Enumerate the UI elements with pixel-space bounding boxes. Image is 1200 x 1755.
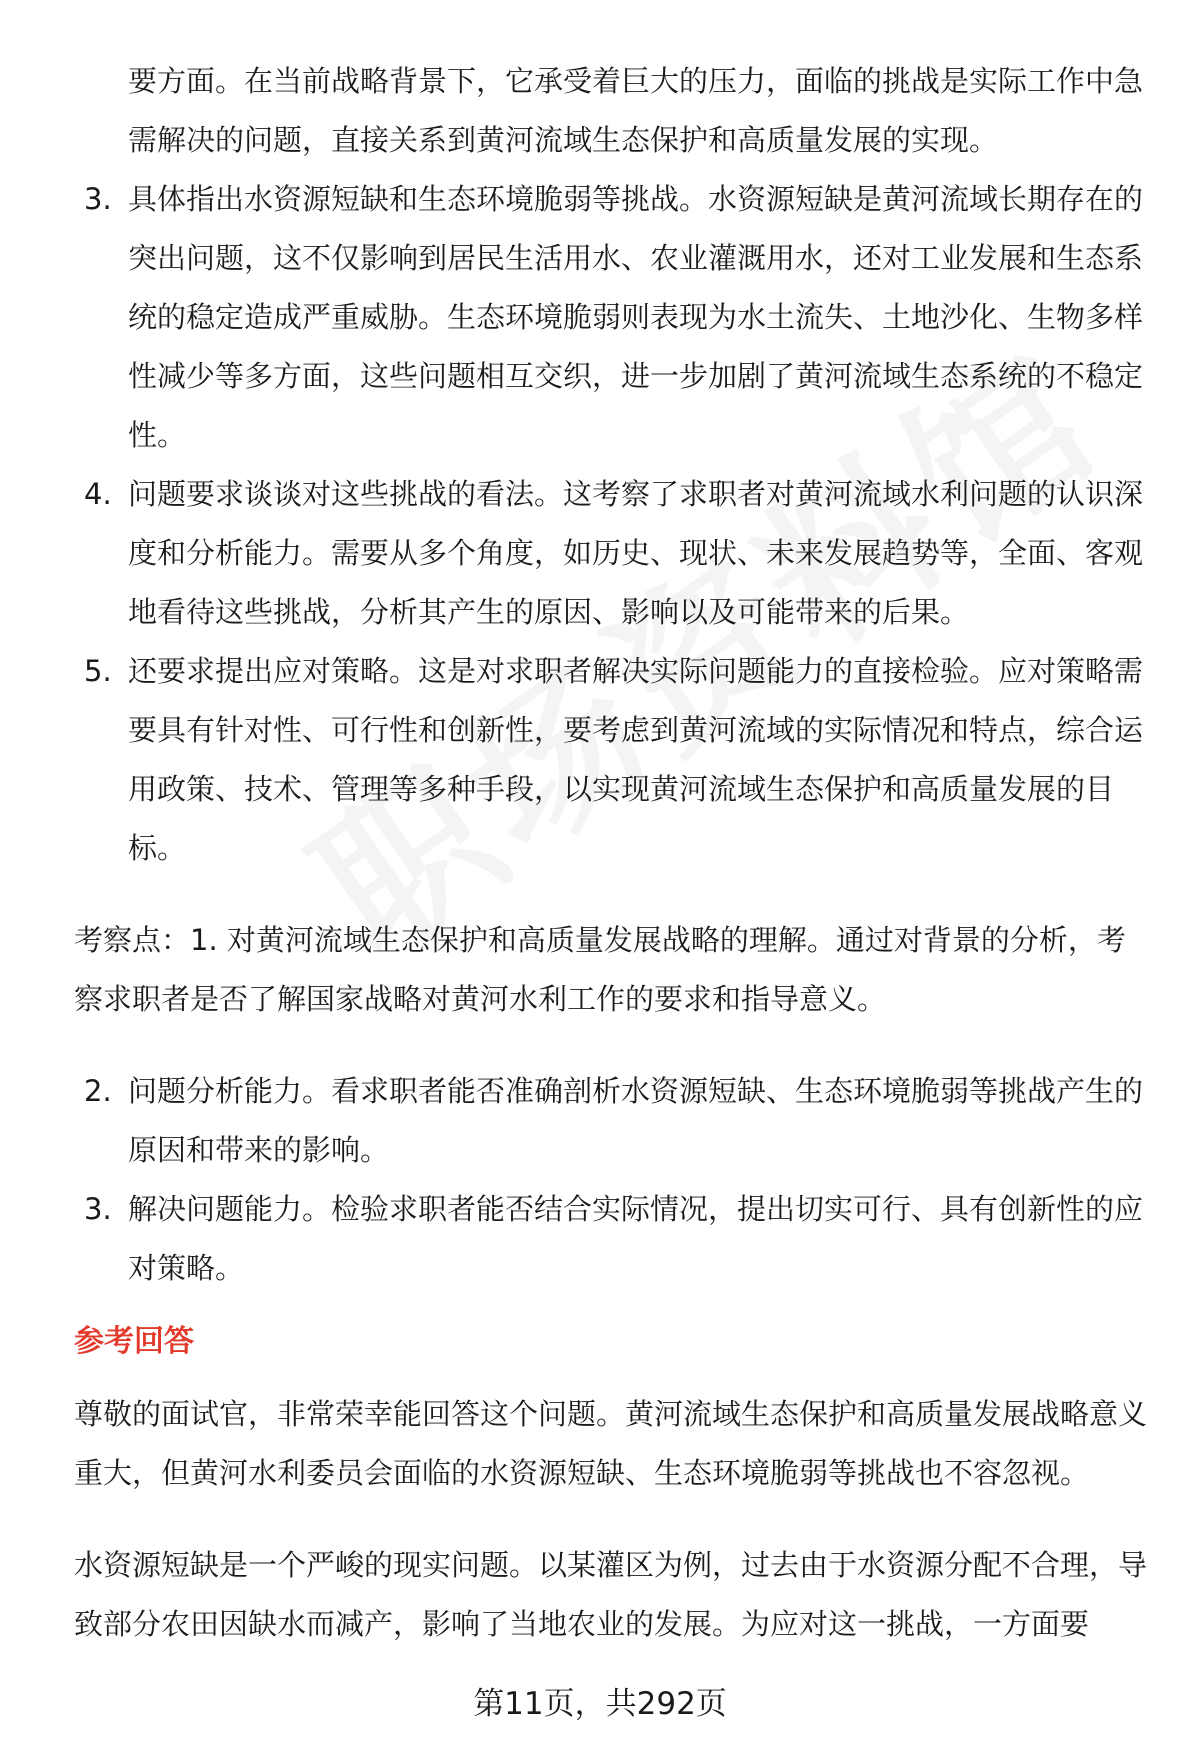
spacer bbox=[74, 878, 1154, 911]
kaochadian-intro: 考察点：1. 对黄河流域生态保护和高质量发展战略的理解。通过对背景的分析，考察求职者是否了解国家战略对黄河水利工作的要求和指导意义。 bbox=[74, 923, 1126, 1016]
spacer bbox=[74, 1503, 1154, 1536]
list-item-5 bbox=[74, 642, 1154, 878]
spacer bbox=[74, 1029, 1154, 1062]
answer-paragraph-2: 水资源短缺是一个严峻的现实问题。以某灌区为例，过去由于水资源分配不合理，导致部分农田因缺水而减产，影响了当地农业的发展。为应对这一挑战，一方面要 bbox=[74, 1548, 1148, 1641]
page-footer: 第11页，共292页 bbox=[473, 1686, 727, 1722]
list-text: 问题要求谈谈对这些挑战的看法。这考察了求职者对黄河流域水利问题的认识深度和分析能力。需要从多个角度，如历史、现状、未来发展趋势等，全面、客观地看待这些挑战，分析其产生的原因、影响以及可能带来的后果。 bbox=[128, 477, 1144, 629]
spacer bbox=[74, 1298, 1154, 1312]
list-text: 具体指出水资源短缺和生态环境脆弱等挑战。水资源短缺是黄河流域长期存在的突出问题，这不仅影响到居民生活用水、农业灌溉用水，还对工业发展和生态系统的稳定造成严重威胁。生态环境脆弱则表现为水土流失、土地沙化、生物多样性减少等多方面，这些问题相互交织，进一步加剧了黄河流域生态系统的不稳定性。 bbox=[128, 182, 1144, 452]
item-2-continuation: 要方面。在当前战略背景下，它承受着巨大的压力，面临的挑战是实际工作中急需解决的问题，直接关系到黄河流域生态保护和高质量发展的实现。 bbox=[128, 64, 1144, 157]
list-number: 5. bbox=[84, 654, 112, 688]
content bbox=[74, 52, 1154, 1654]
list-item-3 bbox=[74, 170, 1154, 465]
kaochadian-item-3 bbox=[74, 1180, 1154, 1298]
list-text: 还要求提出应对策略。这是对求职者解决实际问题能力的直接检验。应对策略需要具有针对性、可行性和创新性，要考虑到黄河流域的实际情况和特点，综合运用政策、技术、管理等多种手段，以实现黄河流域生态保护和高质量发展的目标。 bbox=[128, 654, 1144, 865]
list-text: 解决问题能力。检验求职者能否结合实际情况，提出切实可行、具有创新性的应对策略。 bbox=[128, 1192, 1144, 1285]
kaochadian-item-2 bbox=[74, 1062, 1154, 1180]
list-number: 4. bbox=[84, 477, 112, 511]
list-number: 3. bbox=[84, 182, 112, 216]
list-item-4 bbox=[74, 465, 1154, 642]
spacer bbox=[74, 1371, 1154, 1385]
answer-paragraph-1: 尊敬的面试官，非常荣幸能回答这个问题。黄河流域生态保护和高质量发展战略意义重大，但黄河水利委员会面临的水资源短缺、生态环境脆弱等挑战也不容忽视。 bbox=[74, 1397, 1148, 1490]
answer-heading: 参考回答 bbox=[74, 1324, 194, 1359]
list-number: 2. bbox=[84, 1074, 112, 1108]
list-text: 问题分析能力。看求职者能否准确剖析水资源短缺、生态环境脆弱等挑战产生的原因和带来的影响。 bbox=[128, 1074, 1144, 1167]
list-number: 3. bbox=[84, 1192, 112, 1226]
